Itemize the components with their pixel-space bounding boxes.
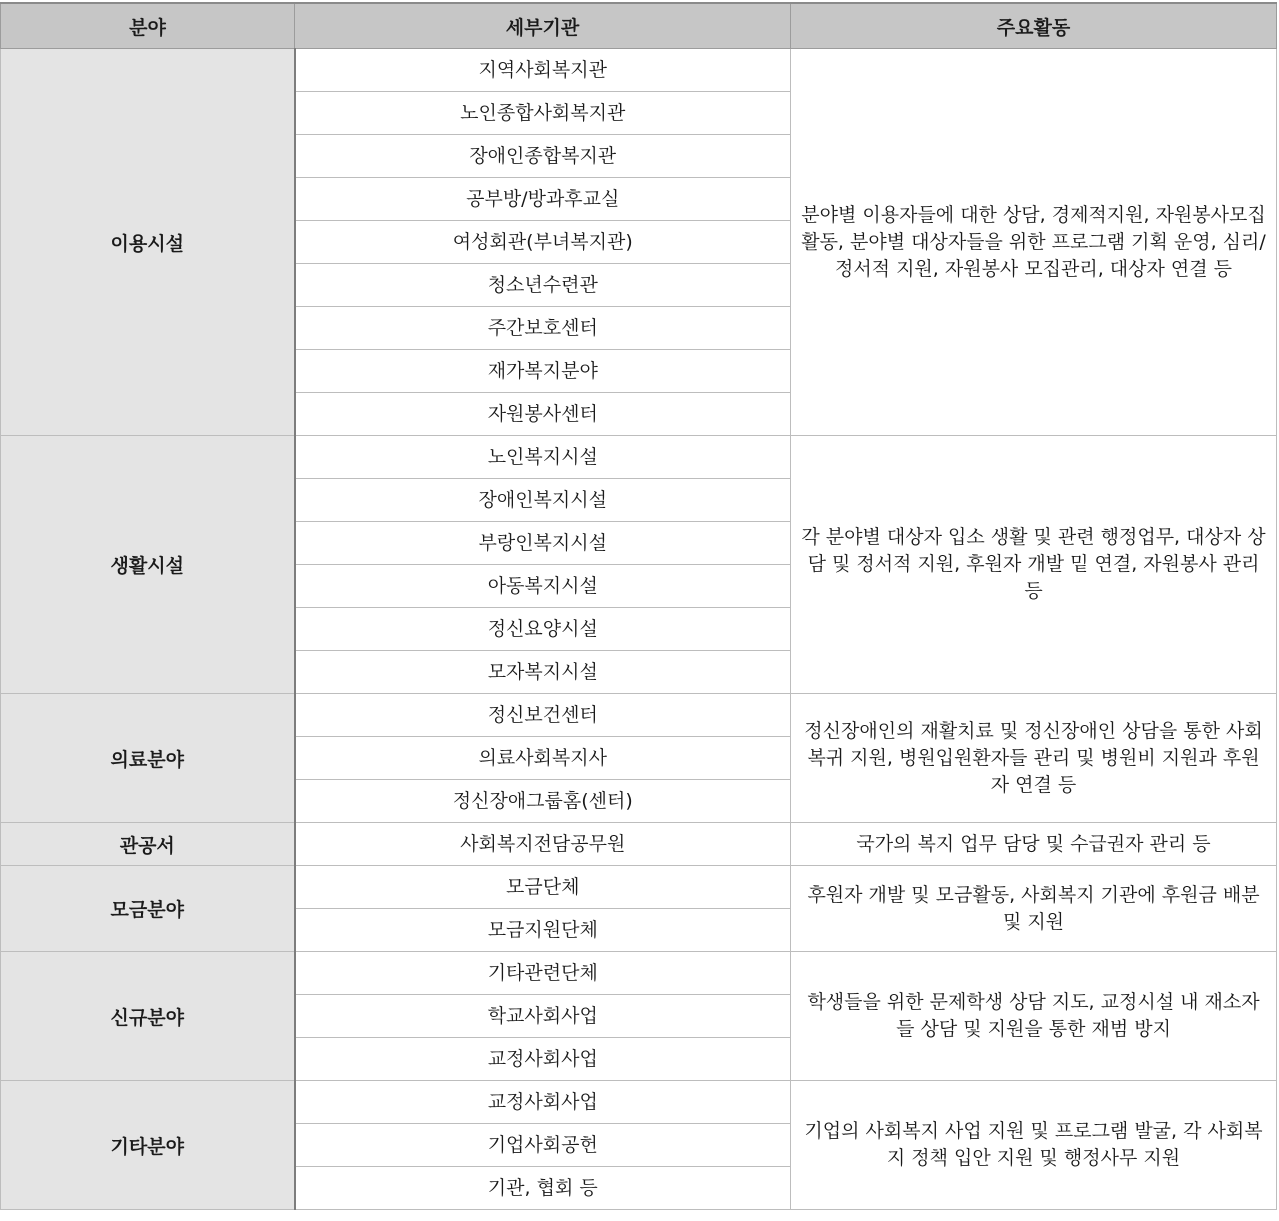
table-row	[1, 823, 1277, 866]
activity-cell: 국가의 복지 업무 담당 및 수급권자 관리 등	[791, 823, 1277, 866]
table-row	[1, 1081, 1277, 1124]
field-cell: 기타분야	[1, 1081, 295, 1210]
table-row	[1, 436, 1277, 479]
table-row	[1, 952, 1277, 995]
field-cell: 신규분야	[1, 952, 295, 1081]
header-field: 분야	[1, 3, 295, 49]
organization-cell: 학교사회사업	[295, 995, 791, 1038]
organization-cell: 교정사회사업	[295, 1081, 791, 1124]
organization-cell: 주간보호센터	[295, 307, 791, 350]
activity-cell: 분야별 이용자들에 대한 상담, 경제적지원, 자원봉사모집활동, 분야별 대상자들을 위한 프로그램 기획 운영, 심리/정서적 지원, 자원봉사 모집관리, 대상자 연결 등	[791, 49, 1277, 436]
field-cell: 생활시설	[1, 436, 295, 694]
organization-cell: 장애인종합복지관	[295, 135, 791, 178]
organization-cell: 모금단체	[295, 866, 791, 909]
organization-cell: 청소년수련관	[295, 264, 791, 307]
organization-cell: 지역사회복지관	[295, 49, 791, 92]
organization-cell: 교정사회사업	[295, 1038, 791, 1081]
activity-cell: 후원자 개발 및 모금활동, 사회복지 기관에 후원금 배분 및 지원	[791, 866, 1277, 952]
activity-cell: 기업의 사회복지 사업 지원 및 프로그램 발굴, 각 사회복지 정책 입안 지원 및 행정사무 지원	[791, 1081, 1277, 1210]
field-cell: 이용시설	[1, 49, 295, 436]
organization-cell: 정신장애그룹홈(센터)	[295, 780, 791, 823]
organization-cell: 기업사회공헌	[295, 1124, 791, 1167]
organization-cell: 기관, 협회 등	[295, 1167, 791, 1210]
organization-cell: 의료사회복지사	[295, 737, 791, 780]
organization-cell: 재가복지분야	[295, 350, 791, 393]
table-row	[1, 694, 1277, 737]
organization-cell: 부랑인복지시설	[295, 522, 791, 565]
welfare-field-table	[0, 2, 1277, 1210]
field-cell: 의료분야	[1, 694, 295, 823]
field-cell: 관공서	[1, 823, 295, 866]
header-organization: 세부기관	[295, 3, 791, 49]
organization-cell: 모금지원단체	[295, 909, 791, 952]
organization-cell: 아동복지시설	[295, 565, 791, 608]
header-row	[1, 3, 1277, 49]
organization-cell: 기타관련단체	[295, 952, 791, 995]
organization-cell: 정신요양시설	[295, 608, 791, 651]
organization-cell: 여성회관(부녀복지관)	[295, 221, 791, 264]
organization-cell: 장애인복지시설	[295, 479, 791, 522]
table-row	[1, 49, 1277, 92]
organization-cell: 정신보건센터	[295, 694, 791, 737]
organization-cell: 사회복지전담공무원	[295, 823, 791, 866]
organization-cell: 노인종합사회복지관	[295, 92, 791, 135]
activity-cell: 정신장애인의 재활치료 및 정신장애인 상담을 통한 사회복귀 지원, 병원입원환자들 관리 및 병원비 지원과 후원자 연결 등	[791, 694, 1277, 823]
organization-cell: 자원봉사센터	[295, 393, 791, 436]
organization-cell: 모자복지시설	[295, 651, 791, 694]
activity-cell: 학생들을 위한 문제학생 상담 지도, 교정시설 내 재소자들 상담 및 지원을 통한 재범 방지	[791, 952, 1277, 1081]
organization-cell: 공부방/방과후교실	[295, 178, 791, 221]
organization-cell: 노인복지시설	[295, 436, 791, 479]
header-activity: 주요활동	[791, 3, 1277, 49]
activity-cell: 각 분야별 대상자 입소 생활 및 관련 행정업무, 대상자 상담 및 정서적 지원, 후원자 개발 밑 연결, 자원봉사 관리 등	[791, 436, 1277, 694]
field-cell: 모금분야	[1, 866, 295, 952]
table-row	[1, 866, 1277, 909]
